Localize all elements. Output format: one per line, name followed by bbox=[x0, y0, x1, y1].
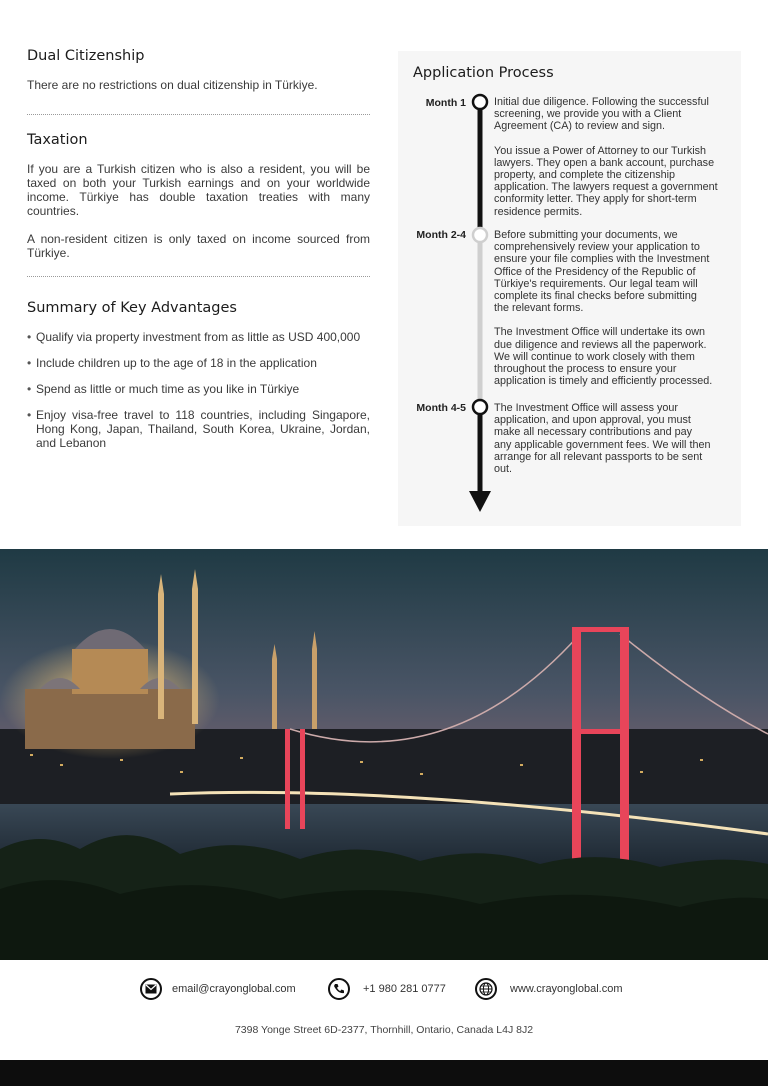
step-line: Office of the Presidency of the Republic of bbox=[494, 265, 696, 278]
website-link[interactable]: www.crayonglobal.com bbox=[510, 983, 623, 995]
email-link[interactable]: email@crayonglobal.com bbox=[172, 983, 296, 995]
step-line: Agreement (CA) to review and sign. bbox=[494, 120, 666, 133]
envelope-icon bbox=[140, 978, 162, 1000]
milestone-dot-icon bbox=[473, 228, 487, 242]
office-address: 7398 Yonge Street 6D-2377, Thornhill, Ontario, Canada L4J 8J2 bbox=[234, 1024, 534, 1036]
step-line: make all necessary contributions and pay bbox=[494, 426, 693, 439]
step-line: conformity letter. They apply for short-term bbox=[494, 193, 697, 206]
step-label: Month 2-4 bbox=[416, 229, 466, 241]
taxation-para-2: A non-resident citizen is only taxed on income sourced from Türkiye. bbox=[27, 232, 370, 260]
step-line: complete its final checks before submitting bbox=[494, 290, 697, 303]
step-line: due diligence and reviews all the paperwork. bbox=[494, 338, 707, 351]
milestone-dot-icon bbox=[473, 400, 487, 414]
dual-citizenship-body: There are no restrictions on dual citizenship in Türkiye. bbox=[27, 78, 318, 92]
divider bbox=[27, 276, 370, 277]
dual-citizenship-title: Dual Citizenship bbox=[27, 48, 145, 64]
istanbul-skyline-photo bbox=[0, 549, 768, 960]
step-line: The Investment Office will undertake its own bbox=[494, 326, 706, 339]
email-contact[interactable] bbox=[140, 978, 296, 1000]
step-line: application is timely and efficiently processed. bbox=[494, 375, 713, 388]
taxation-title: Taxation bbox=[27, 132, 88, 148]
list-item: • Include children up to the age of 18 in the application bbox=[27, 356, 370, 370]
globe-icon bbox=[475, 978, 497, 1000]
milestone-dot-icon bbox=[473, 95, 487, 109]
step-description bbox=[494, 96, 726, 218]
step-line: any applicable government fees. We will then bbox=[494, 438, 711, 451]
step-label: Month 4-5 bbox=[416, 402, 466, 414]
step-line: screening, we provide you with a Client bbox=[494, 108, 682, 121]
footer bbox=[0, 960, 768, 1060]
step-line: The Investment Office will assess your bbox=[494, 402, 679, 414]
phone-number[interactable]: +1 980 281 0777 bbox=[363, 983, 446, 995]
step-line: residence permits. bbox=[494, 205, 583, 218]
step-line: the relevant forms. bbox=[494, 302, 584, 315]
step-line: arrange for all relevant passports to be sent bbox=[494, 450, 703, 463]
list-item: • Spend as little or much time as you like in Türkiye bbox=[27, 382, 370, 396]
website-contact[interactable] bbox=[475, 978, 623, 1000]
phone-contact[interactable] bbox=[328, 978, 446, 1000]
bottom-bar bbox=[0, 1060, 768, 1086]
step-line: ensure your file complies with the Investment bbox=[494, 253, 710, 266]
step-line: Türkiye's requirements. Our legal team will bbox=[494, 277, 698, 290]
application-process-title: Application Process bbox=[413, 65, 554, 81]
step-line: lawyers. They open a bank account, purchase bbox=[494, 156, 715, 169]
advantages-list bbox=[27, 330, 370, 450]
step-description bbox=[494, 229, 726, 387]
summary-title: Summary of Key Advantages bbox=[27, 300, 237, 316]
step-label: Month 1 bbox=[425, 97, 466, 109]
step-description bbox=[494, 402, 726, 475]
phone-icon bbox=[328, 978, 350, 1000]
step-line: We will continue to work closely with them bbox=[494, 350, 695, 363]
step-line: comprehensively review your application to bbox=[494, 241, 700, 254]
step-line: You issue a Power of Attorney to our Turkish bbox=[494, 144, 707, 157]
step-line: property, and complete the citizenship bbox=[494, 169, 676, 182]
timeline-arrow-icon bbox=[469, 491, 491, 512]
step-line: out. bbox=[494, 463, 513, 476]
skyline-illustration bbox=[0, 549, 768, 960]
divider bbox=[27, 114, 370, 115]
left-column bbox=[27, 48, 370, 462]
step-line: Initial due diligence. Following the successful bbox=[494, 96, 709, 108]
step-line: application, and upon approval, you must bbox=[494, 414, 691, 427]
list-item: • Qualify via property investment from as little as USD 400,000 bbox=[27, 330, 370, 344]
step-line: Before submitting your documents, we bbox=[494, 229, 678, 241]
application-process-panel bbox=[398, 51, 741, 526]
step-line: throughout the process to ensure your bbox=[494, 363, 677, 376]
step-line: application. The lawyers request a government bbox=[494, 181, 718, 194]
list-item: • Enjoy visa-free travel to 118 countries, including Singapore, Hong Kong, Japan, Thailand, South Korea, Ukraine, Jordan, and Lebanon bbox=[27, 408, 370, 450]
taxation-para-1: If you are a Turkish citizen who is also a resident, you will be taxed on both your Turkish earnings and on your worldwide income. Türkiye has double taxation treaties with many countries. bbox=[27, 162, 370, 218]
